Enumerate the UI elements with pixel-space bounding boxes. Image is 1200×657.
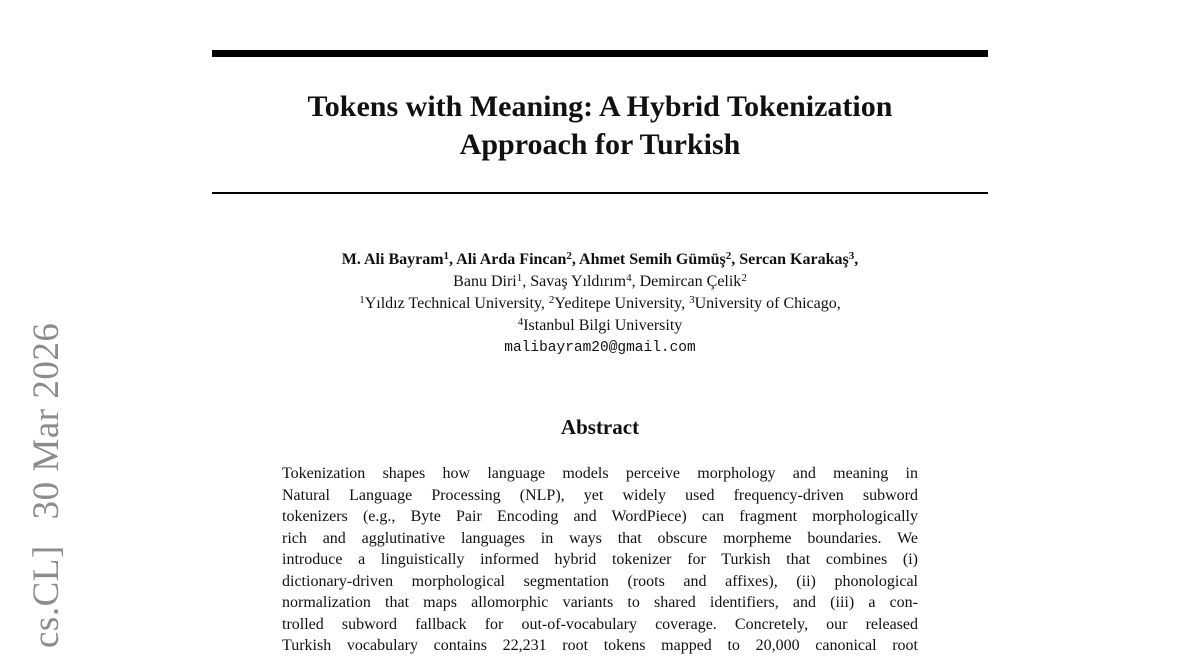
title-top-rule: [212, 50, 988, 57]
author-name: Banu Diri: [453, 273, 517, 290]
author-name: Demircan Çelik: [639, 273, 742, 290]
arxiv-date: 30 Mar 2026: [26, 322, 67, 520]
author-block: [212, 249, 988, 359]
affil-num: 4: [517, 316, 524, 328]
abstract-line: introduce a linguistically informed hybrid tokenizer for Turkish that combines (i): [282, 551, 918, 568]
affil-mark: 2: [725, 250, 732, 262]
arxiv-category: cs.CL]: [26, 545, 67, 648]
author-name: Ahmet Semih Gümüş: [579, 251, 726, 268]
author-name: M. Ali Bayram: [341, 251, 444, 268]
affil-mark: 2: [741, 272, 747, 284]
affil-num: 2: [548, 294, 555, 306]
affiliation-line-1: $^1$Yıldız Technical University, $^2$Yeditepe University, $^3$University of Chicago,: [359, 294, 841, 312]
affiliation-name: Yıldız Technical University: [364, 295, 541, 312]
abstract-line: dictionary-driven morphological segmentation (roots and affixes), (ii) phonological: [282, 572, 918, 590]
affiliation-name: Istanbul Bilgi University: [523, 317, 683, 334]
abstract-line: Tokenization shapes how language models perceive morphology and meaning in: [282, 465, 918, 482]
affil-num: 3: [689, 294, 695, 306]
title-line-2: Approach for Turkish: [459, 128, 741, 161]
abstract-heading: Abstract: [560, 415, 640, 439]
abstract-line: rich and agglutinative languages in ways that obscure morpheme boundaries. We: [282, 529, 918, 547]
abstract-line: Natural Language Processing (NLP), yet widely used frequency-driven subword: [282, 486, 918, 504]
affil-mark: 2: [566, 250, 572, 262]
abstract-line: normalization that maps allomorphic variants to shared identifiers, and (iii) a con-: [282, 594, 918, 611]
affiliation-line-2: [212, 315, 988, 337]
arxiv-sidebar-stamp: [28, 323, 65, 648]
author-email[interactable]: malibayram20@gmail.com: [504, 340, 696, 356]
author-name: Ali Arda Fincan: [456, 251, 567, 268]
title-line-1: Tokens with Meaning: A Hybrid Tokenization: [307, 90, 893, 123]
affil-mark: 1: [443, 250, 450, 262]
author-name: Savaş Yıldırım: [530, 273, 627, 290]
abstract-body: [282, 463, 918, 657]
affil-mark: 3: [848, 250, 855, 262]
affil-mark: 4: [626, 272, 632, 284]
author-line-1: M. Ali Bayram$^1$, Ali Arda Fincan$^2$, Ahmet Semih Gümüş$^2$, Sercan Karakaş$^3$,: [341, 250, 859, 268]
title-bottom-rule: [212, 192, 988, 194]
abstract-line: tokenizers (e.g., Byte Pair Encoding and WordPiece) can fragment morphologically: [282, 508, 918, 525]
affil-mark: 1: [516, 272, 523, 284]
abstract-line: Turkish vocabulary contains 22,231 root tokens mapped to 20,000 canonical root: [282, 637, 918, 654]
author-name: Sercan Karakaş: [739, 251, 849, 268]
abstract-line: trolled subword fallback for out-of-vocabulary coverage. Concretely, our released: [282, 615, 918, 633]
author-line-2: Banu Diri$^1$, Savaş Yıldırım$^4$, Demircan Çelik$^2$: [453, 272, 747, 290]
affiliation-name: University of Chicago: [694, 295, 837, 312]
affil-num: 1: [359, 294, 365, 306]
affiliation-name: Yeditepe University: [554, 295, 682, 312]
paper-title: [212, 88, 988, 164]
